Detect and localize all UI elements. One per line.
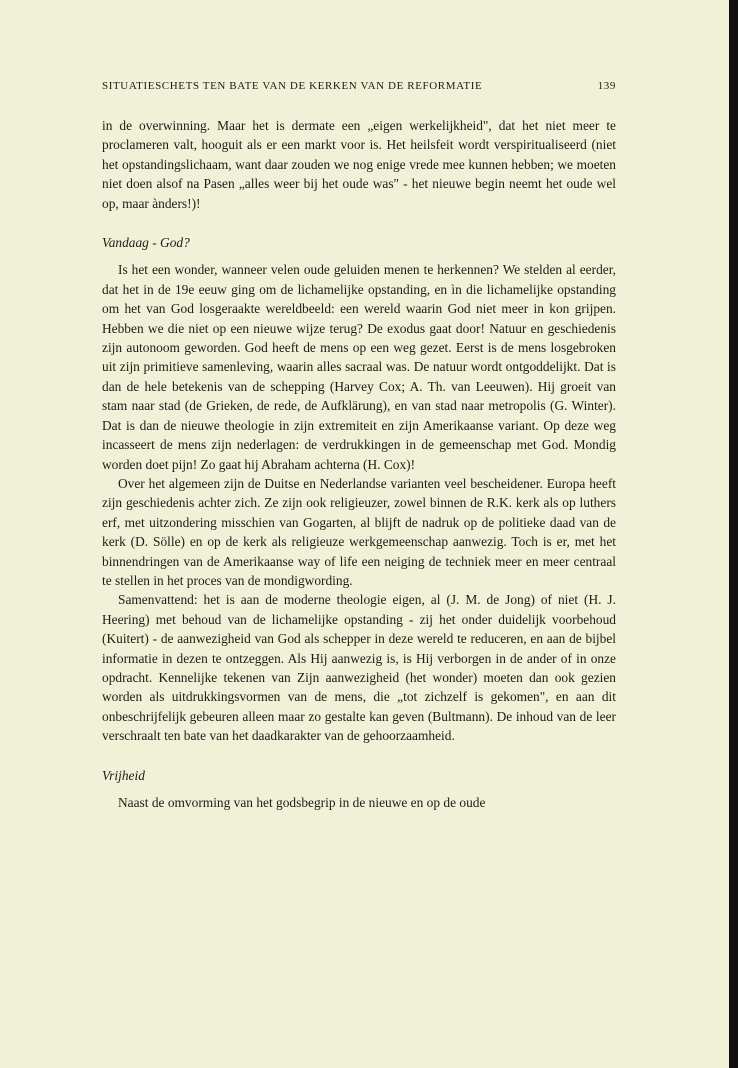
paragraph: Over het algemeen zijn de Duitse en Nederlandse varianten veel bescheidener. Europa heeft zijn geschiedenis achter zich. Ze zijn ook religieuzer, zowel binnen de R.K. kerk als op luthers erf, met uitzondering misschien van Gogarten, al blijft de nadruk op de politieke daad van de kerk (D. Sölle) en op de kerk als religieuze werkgemeenschap aanwezig. Toch is er, met het binnendringen van de Amerikaanse way of life een neiging de techniek meer en meer centraal te stellen in het proces van de mondigwording. xyxy=(102,475,616,588)
page-number: 139 xyxy=(597,80,616,92)
section-heading-vandaag-god: Vandaag - God? xyxy=(102,235,190,251)
running-header-title: SITUATIESCHETS TEN BATE VAN DE KERKEN VAN DE REFORMATIE xyxy=(102,80,483,92)
running-header xyxy=(102,80,616,92)
paragraph: Naast de omvorming van het godsbegrip in de nieuwe en op de oude xyxy=(118,795,486,810)
page-edge-shadow xyxy=(729,0,738,1068)
section-heading-vrijheid: Vrijheid xyxy=(102,767,145,783)
paragraph: Samenvattend: het is aan de moderne theologie eigen, al (J. M. de Jong) of niet (H. J. Heering) met behoud van de lichamelijke opstanding - zij het onder duidelijk voorbehoud (Kuitert) - de aanwezigheid van God als schepper in deze wereld te reduceren, en aan de bijbel informatie in dezen te ontzeggen. Als Hij aanwezig is, is Hij verborgen in de ander of in onze opdracht. Kennelijke tekenen van Zijn aanwezigheid (het wonder) moeten dan ook gezien worden als uitdrukkingsvormen van de mens, die „tot zichzelf is gekomen", en aan dit onbeschrijfelijk gebeuren alleen maar zo gestalte kan geven (Bultmann). De inhoud van de leer verschraalt ten bate van het daadkarakter van de gehoorzaamheid. xyxy=(102,592,616,744)
paragraph: Is het een wonder, wanneer velen oude geluiden menen te herkennen? We stelden al eerder, dat het in de 19e eeuw ging om de lichamelijke opstanding, en ìn die lichamelijke opstanding om het van God losgeraakte wereldbeeld: een wereld waarin God niet meer in kon grijpen. Hebben we die niet op een nieuwe wijze terug? De exodus gaat door! Natuur en geschiedenis zijn autonoom geworden. God heeft de mens op een weg gezet. Eerst is de mens losgebroken uit zijn primitieve samenleving, waarin alles sacraal was. De natuur wordt ontgoddelijkt. Dat is dan de hele betekenis van de schepping (Harvey Cox; A. Th. van Leeuwen). Hij groeit van stam naar stad (de Grieken, de rede, de Aufklärung), en van stad naar metropolis (G. Winter). Dat is dan de nieuwe theologie in zijn extremiteit en zijn Amerikaanse variant. Op deze weg incasseert de mens zijn nederlagen: de verdrukkingen in de gemeenschap met God. Mondig worden doet pijn! Zo gaat hij Abraham achterna (H. Cox)! xyxy=(102,262,616,472)
paragraph-continuation: in de overwinning. Maar het is dermate een „eigen werkelijkheid", dat het niet meer te proclameren valt, hooguit als er een markt voor is. Het heilsfeit wordt verspiritualiseerd (niet het opstandingslichaam, want daar zouden we nog enige vrede mee kunnen hebben; we moeten niet doen alsof na Pasen „alles weer bij het oude was" - het nieuwe begin neemt het oude wel op, maar ànders!)! xyxy=(102,118,616,211)
body-text xyxy=(102,116,616,812)
